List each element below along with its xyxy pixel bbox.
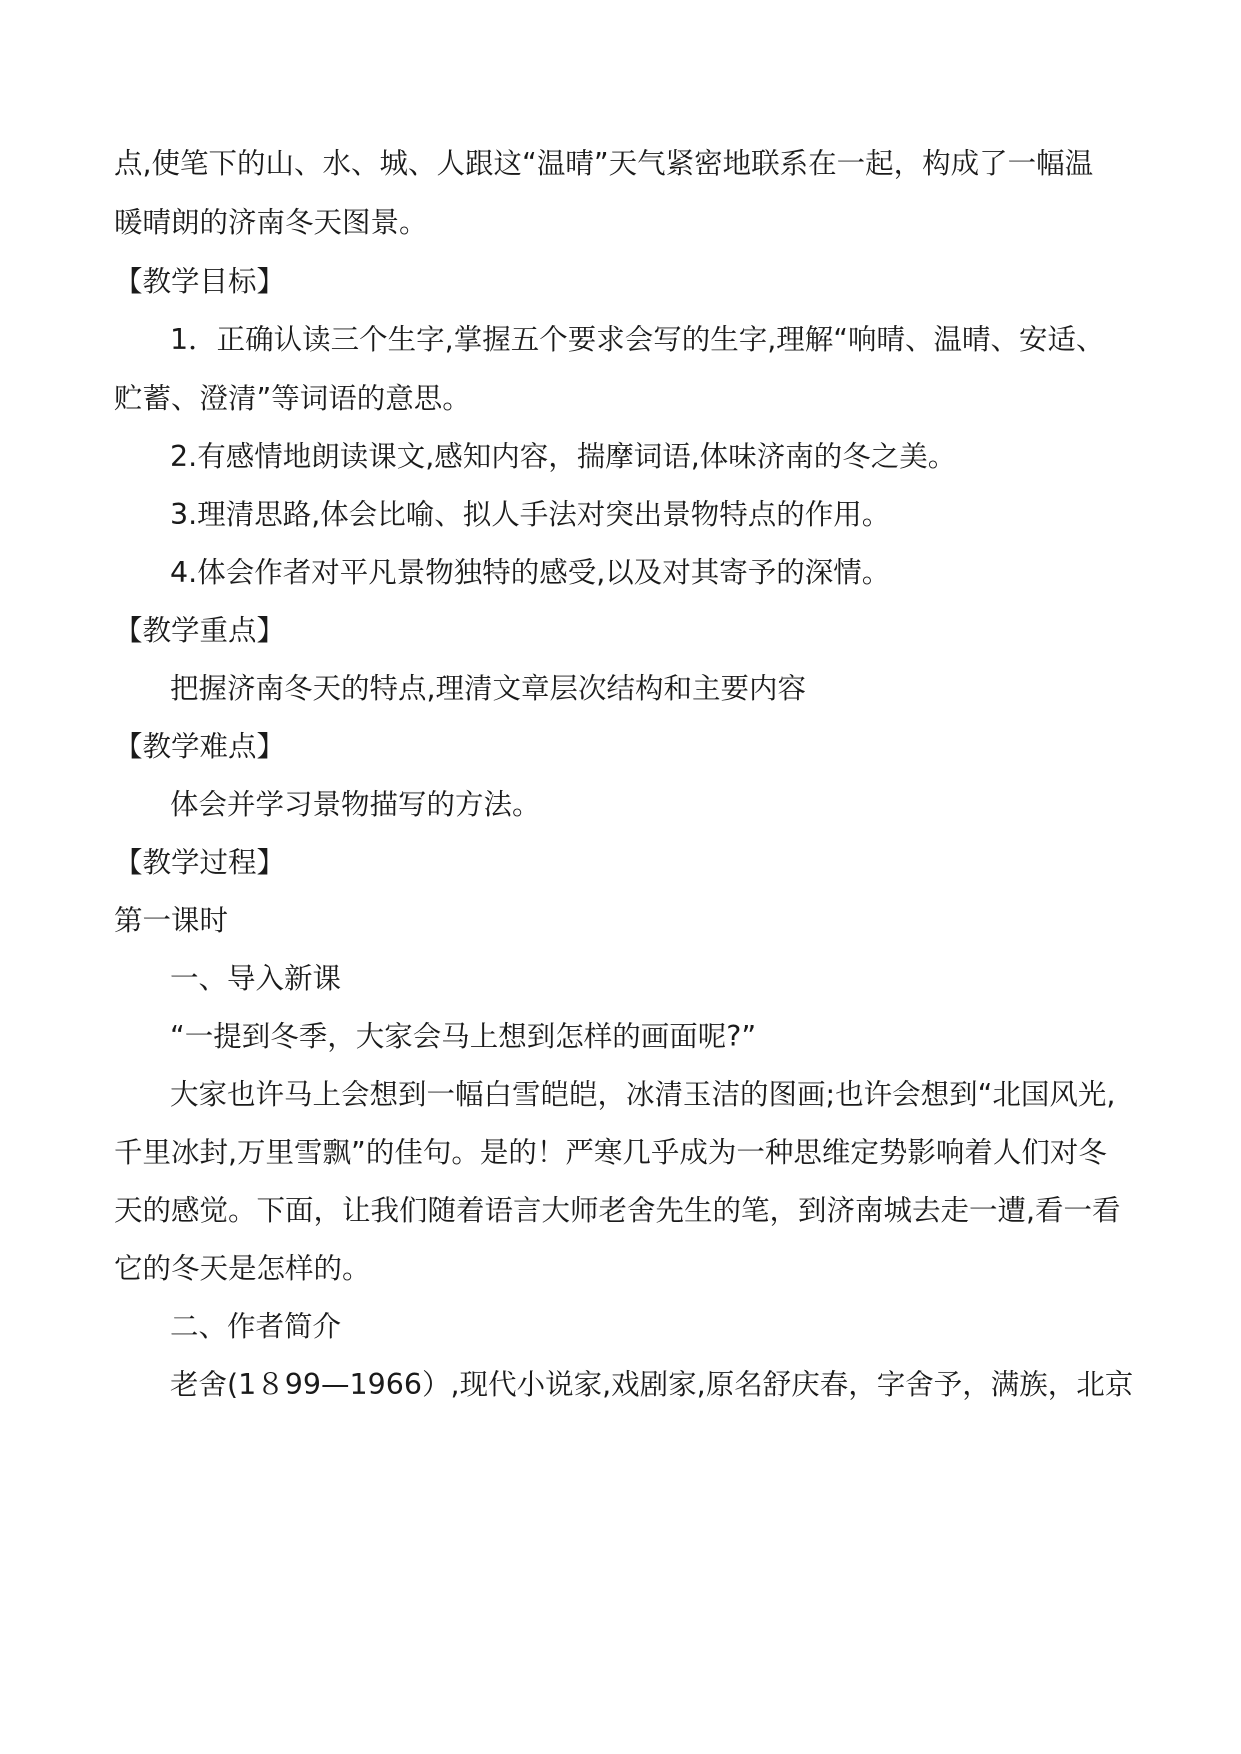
list-item: 1．正确认读三个生字,掌握五个要求会写的生字,理解“响晴、温晴、安适、: [170, 323, 1105, 356]
section-heading: 【教学难点】: [114, 730, 286, 763]
lesson-title: 第一课时: [114, 904, 229, 937]
list-item: 4.体会作者对平凡景物独特的感受,以及对其寄予的深情。: [170, 556, 891, 589]
subsection-heading: 二、作者简介: [170, 1310, 342, 1343]
paragraph-line: 点,使笔下的山、水、城、人跟这“温晴”天气紧密地联系在一起，构成了一幅温: [114, 147, 1094, 180]
paragraph-line: 把握济南冬天的特点,理清文章层次结构和主要内容: [170, 672, 807, 705]
paragraph-line: 天的感觉。下面，让我们随着语言大师老舍先生的笔，到济南城去走一遭,看一看: [114, 1194, 1121, 1227]
paragraph-line: 体会并学习景物描写的方法。: [170, 788, 541, 821]
section-heading: 【教学目标】: [114, 265, 286, 298]
paragraph-line: 贮蓄、澄清”等词语的意思。: [114, 382, 471, 415]
subsection-heading: 一、导入新课: [170, 962, 342, 995]
paragraph-line: 千里冰封,万里雪飘”的佳句。是的！严寒几乎成为一种思维定势影响着人们对冬: [114, 1136, 1107, 1169]
paragraph-line: “一提到冬季，大家会马上想到怎样的画面呢?”: [170, 1020, 757, 1053]
paragraph-line: 暖晴朗的济南冬天图景。: [114, 206, 428, 239]
paragraph-line: 老舍(1８99—1966）,现代小说家,戏剧家,原名舒庆春，字舍予，满族，北京: [170, 1368, 1134, 1401]
paragraph-line: 它的冬天是怎样的。: [114, 1252, 371, 1285]
list-item: 2.有感情地朗读课文,感知内容，揣摩词语,体味济南的冬之美。: [170, 440, 957, 473]
section-heading: 【教学重点】: [114, 614, 286, 647]
paragraph-line: 大家也许马上会想到一幅白雪皑皑，冰清玉洁的图画;也许会想到“北国风光,: [170, 1078, 1116, 1111]
list-item: 3.理清思路,体会比喻、拟人手法对突出景物特点的作用。: [170, 498, 891, 531]
section-heading: 【教学过程】: [114, 846, 286, 879]
